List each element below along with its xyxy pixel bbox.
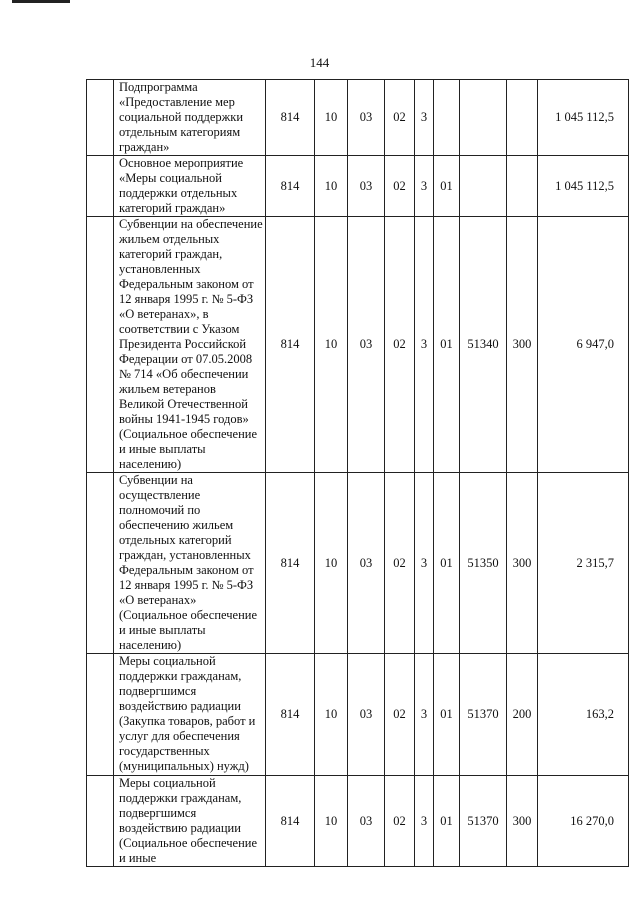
cell-direction: 51350 — [460, 473, 507, 654]
cell-subsection: 03 — [348, 473, 385, 654]
cell-code: 814 — [266, 156, 315, 217]
cell-direction — [460, 80, 507, 156]
table-row — [87, 473, 629, 654]
cell-event: 01 — [434, 654, 460, 776]
cell-section: 10 — [315, 654, 348, 776]
cell-expense-type — [507, 156, 538, 217]
cell-expense-type: 300 — [507, 776, 538, 867]
cell-program: 02 — [385, 776, 415, 867]
budget-table — [86, 79, 629, 867]
cell-code: 814 — [266, 80, 315, 156]
cell-program: 02 — [385, 654, 415, 776]
cell-section: 10 — [315, 217, 348, 473]
cell-subprogram: 3 — [415, 80, 434, 156]
cell-amount: 16 270,0 — [538, 776, 629, 867]
cell-section: 10 — [315, 776, 348, 867]
cell-name: Субвенции на обеспечение жильем отдельных категорий граждан, установленных Федеральным законом от 12 января 1995 г. № 5-ФЗ «О ветеранах», в соответствии с Указом Президента Российской Федерации от 07.05.2008 № 714 «Об обеспечении жильем ветеранов Великой Отечественной войны 1941-1945 годов» (Социальное обеспечение и иные выплаты населению) — [114, 217, 266, 473]
cell-subsection: 03 — [348, 156, 385, 217]
row-number-cell — [87, 776, 114, 867]
cell-program: 02 — [385, 217, 415, 473]
row-number-cell — [87, 473, 114, 654]
cell-subsection: 03 — [348, 654, 385, 776]
table-row — [87, 654, 629, 776]
cell-program: 02 — [385, 473, 415, 654]
cell-event: 01 — [434, 156, 460, 217]
top-rule — [12, 0, 70, 3]
cell-subprogram: 3 — [415, 654, 434, 776]
cell-subprogram: 3 — [415, 217, 434, 473]
cell-subprogram: 3 — [415, 473, 434, 654]
cell-event: 01 — [434, 776, 460, 867]
cell-event: 01 — [434, 473, 460, 654]
cell-section: 10 — [315, 80, 348, 156]
cell-amount: 1 045 112,5 — [538, 156, 629, 217]
table-body — [87, 80, 629, 867]
cell-expense-type: 300 — [507, 217, 538, 473]
cell-name: Субвенции на осуществление полномочий по обеспечению жильем отдельных категорий граждан, установленных Федеральным законом от 12 января 1995 г. № 5-ФЗ «О ветеранах» (Социальное обеспечение и иные выплаты населению) — [114, 473, 266, 654]
cell-event: 01 — [434, 217, 460, 473]
cell-amount: 2 315,7 — [538, 473, 629, 654]
cell-program: 02 — [385, 80, 415, 156]
table-row — [87, 80, 629, 156]
cell-event — [434, 80, 460, 156]
cell-code: 814 — [266, 776, 315, 867]
cell-direction: 51370 — [460, 654, 507, 776]
cell-name: Меры социальной поддержки гражданам, подвергшимся воздействию радиации (Социальное обеспечение и иные — [114, 776, 266, 867]
cell-name: Меры социальной поддержки гражданам, подвергшимся воздействию радиации (Закупка товаров, работ и услуг для обеспечения государственных (муниципальных) нужд) — [114, 654, 266, 776]
cell-code: 814 — [266, 654, 315, 776]
table-row — [87, 156, 629, 217]
cell-expense-type — [507, 80, 538, 156]
cell-subprogram: 3 — [415, 776, 434, 867]
cell-name: Основное мероприятие «Меры социальной поддержки отдельных категорий граждан» — [114, 156, 266, 217]
cell-subsection: 03 — [348, 776, 385, 867]
cell-subprogram: 3 — [415, 156, 434, 217]
cell-subsection: 03 — [348, 217, 385, 473]
cell-section: 10 — [315, 156, 348, 217]
cell-amount: 6 947,0 — [538, 217, 629, 473]
table-row — [87, 217, 629, 473]
cell-amount: 1 045 112,5 — [538, 80, 629, 156]
cell-code: 814 — [266, 217, 315, 473]
cell-name: Подпрограмма «Предоставление мер социальной поддержки отдельным категориям граждан» — [114, 80, 266, 156]
cell-subsection: 03 — [348, 80, 385, 156]
page-number: 144 — [309, 55, 330, 70]
row-number-cell — [87, 156, 114, 217]
cell-direction: 51340 — [460, 217, 507, 473]
row-number-cell — [87, 654, 114, 776]
cell-code: 814 — [266, 473, 315, 654]
cell-direction — [460, 156, 507, 217]
cell-program: 02 — [385, 156, 415, 217]
table-row — [87, 776, 629, 867]
row-number-cell — [87, 217, 114, 473]
row-number-cell — [87, 80, 114, 156]
cell-direction: 51370 — [460, 776, 507, 867]
cell-section: 10 — [315, 473, 348, 654]
cell-expense-type: 200 — [507, 654, 538, 776]
cell-amount: 163,2 — [538, 654, 629, 776]
cell-expense-type: 300 — [507, 473, 538, 654]
